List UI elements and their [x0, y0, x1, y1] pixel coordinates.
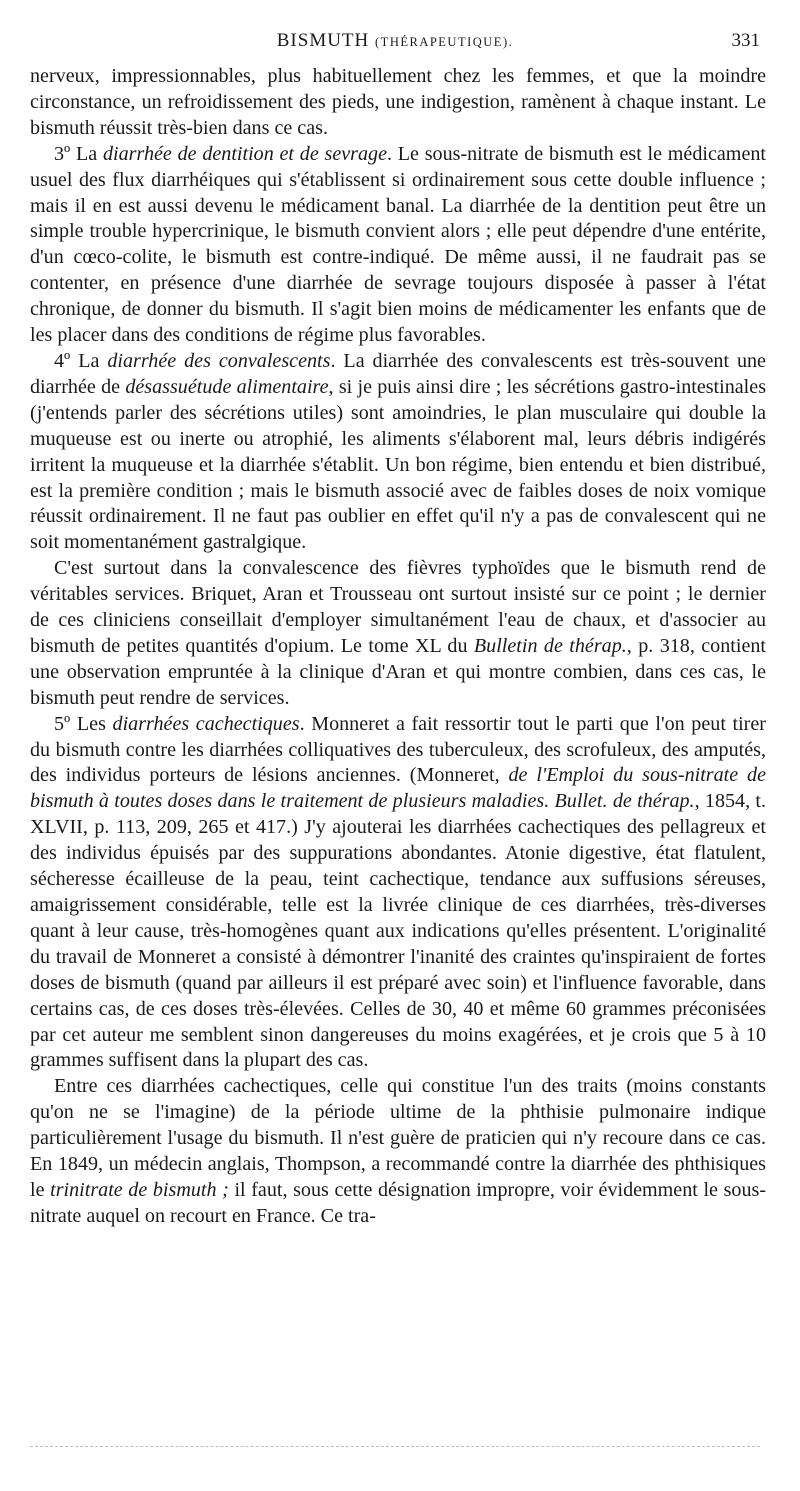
paragraph [30, 64, 766, 142]
paragraph [30, 142, 766, 349]
page-header [30, 30, 760, 54]
paragraph-text: . Monneret a fait ressortir tout le parti que l'on peut tirer du bismuth contre les diarrhées colliquatives des tuberculeux, des scrofuleux, des amputés, des individus porteurs de lésions anciennes. (Monneret, [30, 712, 766, 787]
paragraph-text: Entre ces diarrhées cachectiques, celle qui constitue l'un des traits (moins constants qu'on ne se l'imagine) de la période ultime de la phthisie pulmonaire indique particulièrement l'usage du bismuth. Il n'est guère de praticien qui n'y recoure dans ce cas. En 1849, un médecin anglais, Thompson, a recommandé contre la diarrhée des phthisiques le [30, 1075, 766, 1201]
italic-text: diarrhée de dentition et de sevrage [103, 142, 387, 165]
paragraph-text: nerveux, impressionnables, plus habituellement chez les femmes, et que la moindre circonstance, un refroidissement des pieds, une indigestion, ramènent à chaque instant. Le bismuth réussit très-bien dans ce cas. [30, 65, 766, 139]
paragraph-text: . Le sous-nitrate de bismuth est le médicament usuel des flux diarrhéiques qui s'établissent si ordinairement sous cette double influence ; mais il en est aussi devenu le médicament banal. La diarrhée de la dentition peut être un simple trouble hypercrinique, le bismuth convient alors ; elle peut dépendre d'une entérite, d'un cœco-colite, le bismuth est contre-indiqué. De même aussi, il ne faudrait pas se contenter, en présence d'une diarrhée de sevrage toujours disposée à passer à l'état chronique, de donner du bismuth. Il s'agit bien moins de médicamenter les enfants que de les placer dans des conditions de régime plus favorables. [30, 142, 766, 347]
running-title [30, 30, 760, 52]
paragraph-text: , 1854, t. XLVII, p. 113, 209, 265 et 417.) J'y ajouterai les diarrhées cachectiques des pellagreux et des individus épuisés par des suppurations abondantes. Atonie digestive, état flatulent, sécheresse écailleuse de la peau, teint cachectique, tendance aux suffusions séreuses, amaigrissement considérable, telle est la livrée clinique de ces diarrhées, très-diverses quant à leur cause, très-homogènes quant aux indications qu'elles présentent. L'originalité du travail de Monneret a consisté à démontrer l'inanité des craintes qu'inspiraient de fortes doses de bismuth (quand par ailleurs il est préparé avec soin) et l'influence favorable, dans certains cas, de ces doses très-élevées. Celles de 30, 40 et même 60 grammes préconisées par cet auteur me semblent sinon dangereuses du moins exagérées, et je crois que 5 à 10 grammes suffisent dans la plupart des cas. [30, 790, 767, 1072]
italic-text: désassuétude alimentaire [125, 375, 329, 398]
italic-text: de l'Emploi du sous-nitrate de bismuth à toutes doses dans le traitement de plusieurs maladies. Bullet. de thérap. [30, 764, 766, 813]
body-text [30, 64, 766, 1230]
running-title-subtitle: (THÉRAPEUTIQUE). [375, 35, 514, 49]
paragraph-text: C'est surtout dans la convalescence des fièvres typhoïdes que le bismuth rend de véritables services. Briquet, Aran et Trousseau ont surtout insisté sur ce point ; le dernier de ces cliniciens conseillait d'employer simultanément l'eau de chaux, et d'associer au bismuth de petites quantités d'opium. Le tome XL du [30, 557, 766, 657]
paragraph [30, 712, 766, 1075]
paragraph-text: . La diarrhée des convalescents est très-souvent une diarrhée de [30, 349, 766, 398]
paragraph-text: 3º La [54, 142, 103, 165]
paragraph [30, 1074, 766, 1229]
paragraph-text: il faut, sous cette désignation impropre, voir évidemment le sous-nitrate auquel on recourt en France. Ce tra- [30, 1178, 767, 1227]
italic-text: trinitrate de bismuth ; [50, 1178, 229, 1201]
paragraph [30, 556, 766, 711]
paragraph-text: , p. 318, contient une observation empruntée à la clinique d'Aran et qui montre combien, dans ces cas, le bismuth peut rendre de services. [30, 634, 766, 709]
paragraph-text: , si je puis ainsi dire ; les sécrétions gastro-intestinales (j'entends parler des sécrétions utiles) sont amoindries, le plan musculaire qui double la muqueuse est ou inerte ou atrophié, les aliments s'élaborent mal, leurs débris indigérés irritent la muqueuse et la diarrhée s'établit. Un bon régime, bien entendu et bien distribué, est la première condition ; mais le bismuth associé avec de faibles doses de noix vomique réussit ordinairement. Il ne faut pas oublier en effet qu'il n'y a pas de convalescent qui ne soit momentanément gastralgique. [30, 375, 767, 554]
page-number: 331 [731, 30, 760, 51]
footer-rule [30, 1446, 760, 1447]
italic-text: diarrhées cachectiques [112, 712, 300, 735]
running-title-main: BISMUTH [276, 30, 370, 51]
paragraph [30, 349, 766, 556]
italic-text: Bulletin de thérap. [473, 634, 627, 657]
italic-text: diarrhée des convalescents [107, 349, 331, 372]
paragraph-text: 5º Les [54, 712, 113, 735]
paragraph-text: 4º La [54, 349, 108, 372]
